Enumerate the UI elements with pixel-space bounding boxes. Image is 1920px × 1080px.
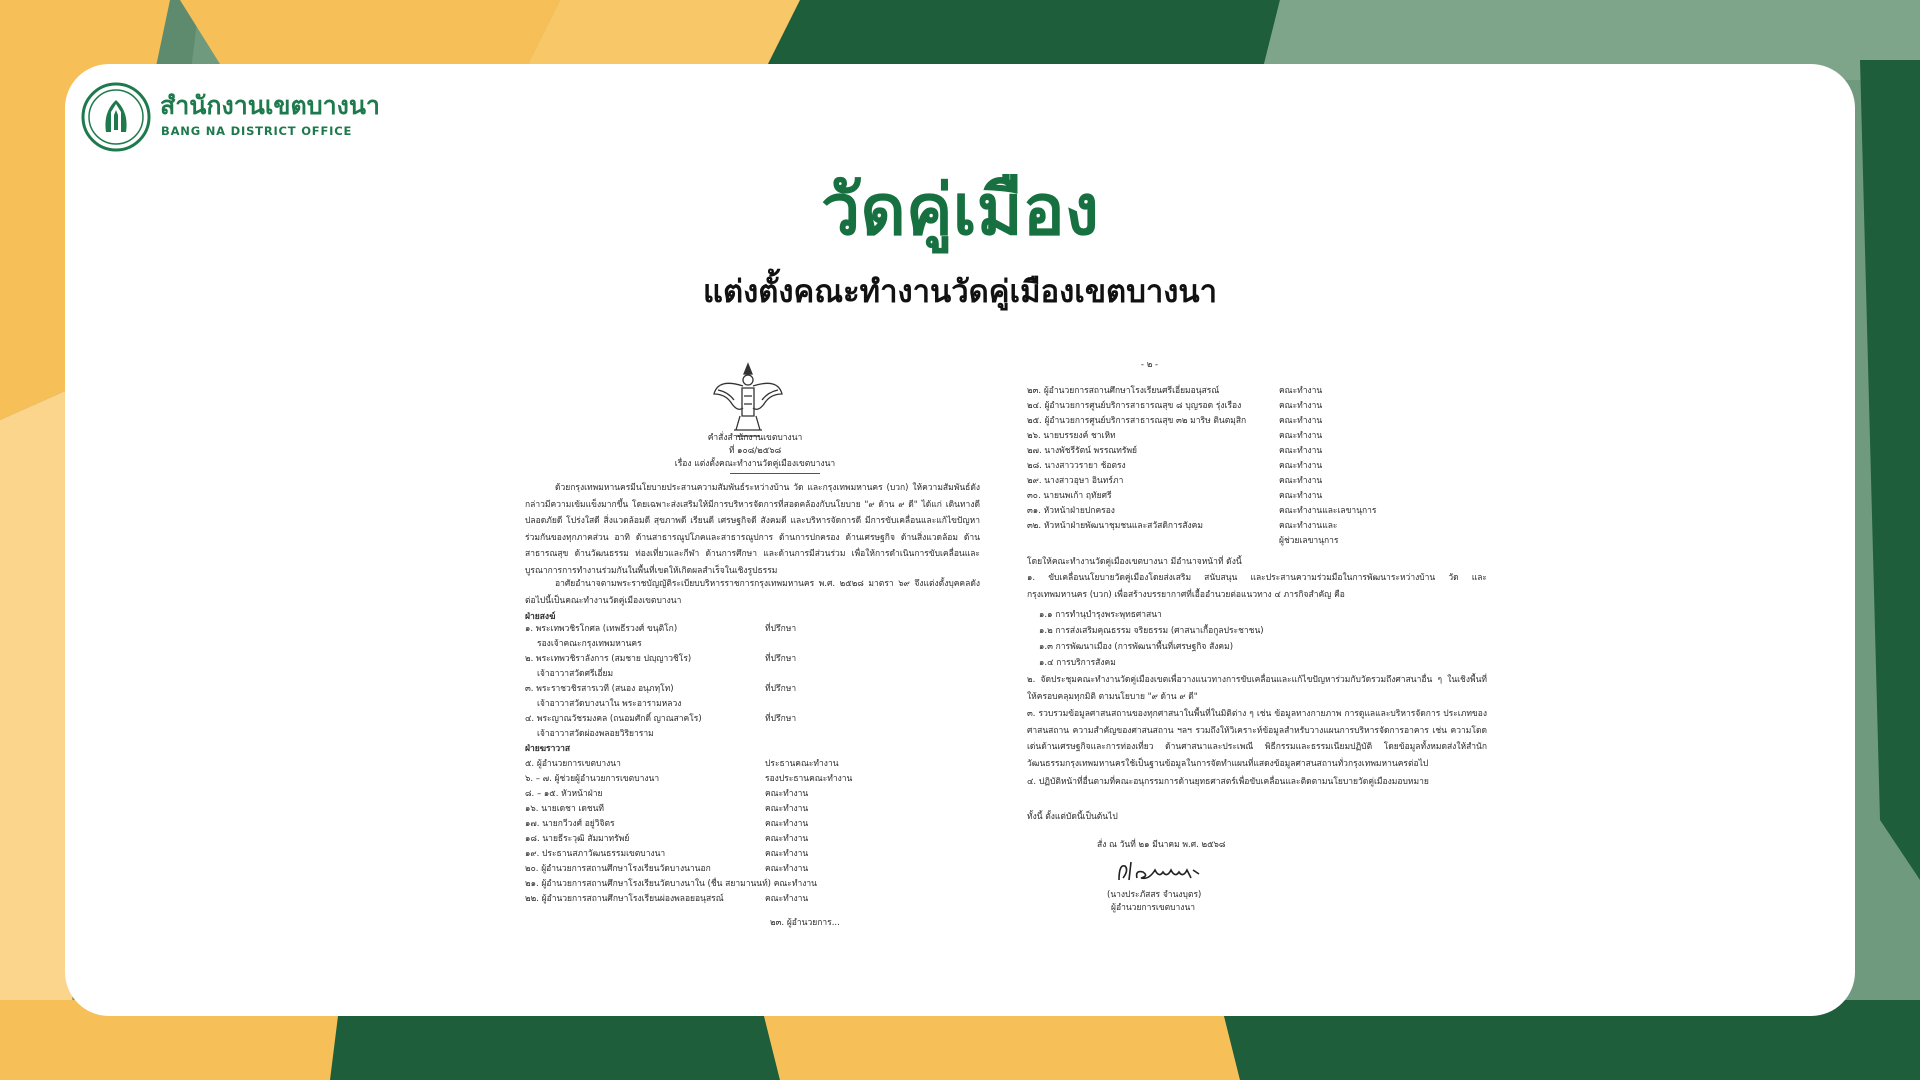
duty-4: ๔. ปฏิบัติหน้าที่อื่นตามที่คณะอนุกรรมการด้านยุทธศาสตร์เพื่อขับเคลื่อนและติดตามนโยบายวัดคู่เมืองมอบหมาย [1027,777,1429,787]
sangha-member-role: ที่ปรึกษา [765,714,797,724]
subduty: ๑.๒ การส่งเสริมคุณธรรม จริยธรรม (ศาสนาเกื้อกูลประชาชน) [1039,626,1264,636]
sangha-member-name: ๒. พระเทพวชิราลังการ (สมชาย ปญฺญาวชิโร) [525,654,692,664]
member-name: ๓๑. หัวหน้าฝ่ายปกครอง [1027,506,1115,516]
lay-member-role: คณะทำงาน [765,804,809,814]
lay-member-name: ๑๖. นายเดชา เดชนที [525,804,605,814]
lay-member-name: ๑๘. นายธีระวุฒิ สัมมาทรัพย์ [525,834,630,844]
lay-member-name: ๕. ผู้อำนวยการเขตบางนา [525,759,621,769]
sangha-member-name: ๔. พระญาณวัชรมงคล (ถนอมศักดิ์ ญาณสาคโร) [525,714,702,724]
lay-member-role: คณะทำงาน [765,849,809,859]
member-role: คณะทำงาน [1279,431,1323,441]
sangha-member-subtitle: เจ้าอาวาสวัดผ่องพลอยวิริยาราม [537,729,654,739]
content-card [65,64,1855,1016]
lay-member-name: ๑๙. ประธานสภาวัฒนธรรมเขตบางนา [525,849,666,859]
bang-na-district-emblem-icon [81,82,151,152]
sangha-member-name: ๓. พระราชวชิรสารเวที (สนอง อนุภทฺโท) [525,684,674,694]
member-role: คณะทำงาน [1279,491,1323,501]
org-name-thai: สำนักงานเขตบางนา [160,91,380,120]
member-role: คณะทำงาน [1279,461,1323,471]
lay-member-name: ๑๗. นายกวีวงศ์ อยู่วิจิตร [525,819,615,829]
section-lay: ฝ่ายฆราวาส [525,744,571,754]
page-number: - ๒ - [1140,360,1159,370]
lay-member-role: คณะทำงาน [765,789,809,799]
lay-member-role: คณะทำงาน [765,894,809,904]
sangha-member-role: ที่ปรึกษา [765,624,797,634]
member-name: ๒๗. นางพัชรีรัตน์ พรรณทรัพย์ [1027,446,1138,456]
lay-member-role: คณะทำงาน [765,819,809,829]
signatory-title: ผู้อำนวยการเขตบางนา [1111,903,1196,913]
handwritten-signature [1115,856,1205,888]
order-authority: อาศัยอำนาจตามพระราชบัญญัติระเบียบบริหารราชการกรุงเทพมหานคร พ.ศ. ๒๕๒๘ มาตรา ๖๙ จึงแต่งตั้งบุคคลดังต่อไปนี้เป็นคณะทำงานวัดคู่เมืองเขตบางนา [525,579,980,606]
duty-2: ๒. จัดประชุมคณะทำงานวัดคู่เมืองเขตเพื่อวางแนวทางการขับเคลื่อนและแก้ไขปัญหาร่วมกับวัดรวมถึงศาสนาอื่น ๆ ในเชิงพื้นที่ให้ครอบคลุมทุกมิติ ตามนโยบาย "๙ ด้าน ๙ ดี" [1027,675,1487,702]
lay-member-name: ๖. – ๗. ผู้ช่วยผู้อำนวยการเขตบางนา [525,774,660,784]
sangha-member-role: ที่ปรึกษา [765,654,797,664]
member-name: ๓๐. นายนพเก้า ฤทัยศรี [1027,491,1112,501]
order-intro: ด้วยกรุงเทพมหานครมีนโยบายประสานความสัมพันธ์ระหว่างบ้าน วัด และกรุงเทพมหานคร (บวก) ให้ความสัมพันธ์ดังกล่าวมีความเข้มแข็งมากขึ้น โดยเฉพาะส่งเสริมให้มีการบริหารจัดการที่สอดคล้องกับนโยบาย "๙ ด้าน ๙ ดี" ได้แก่ เดินทางดี ปลอดภัยดี โปร่งใสดี สิ่งแวดล้อมดี สุขภาพดี เรียนดี เศรษฐกิจดี สังคมดี และบริหารจัดการดี มีการขับเคลื่อนและแก้ไขปัญหาร่วมกันของทุกภาคส่วน อาทิ ด้านสาธารณูปโภคและสาธารณูปการ ด้านการปกครอง ด้านเศรษฐกิจ ด้านสิ่งแวดล้อม ด้านสาธารณสุข ด้านวัฒนธรรม ท่องเที่ยวและกีฬา ด้านการศึกษา และด้านการมีส่วนร่วม เพื่อให้การดำเนินการขับเคลื่อนและบูรณาการการทำงานร่วมกันในพื้นที่เขตให้เกิดผลสำเร็จในเชิงรูปธรรม [525,483,980,576]
subduty: ๑.๔ การบริการสังคม [1039,658,1116,668]
effective-note: ทั้งนี้ ตั้งแต่บัดนี้เป็นต้นไป [1027,812,1118,822]
lay-member-name: ๒๐. ผู้อำนวยการสถานศึกษาโรงเรียนวัดบางนานอก [525,864,711,874]
order-heading: คำสั่งสำนักงานเขตบางนา [707,433,803,443]
lay-member-role: คณะทำงาน [765,864,809,874]
member-name: ๒๕. ผู้อำนวยการศูนย์บริการสาธารณสุข ๓๒ มาริษ ตินตมุสิก [1027,416,1247,426]
member-role: คณะทำงานและเลขานุการ [1279,506,1377,516]
document-page-1 [525,360,985,1000]
order-number: ที่ ๑๐๘/๒๕๖๘ [728,446,782,456]
member-name: ๒๘. นางสาววรายา ช้อตรง [1027,461,1126,471]
member-name: ๒๖. นายบรรยงค์ ชาเหิท [1027,431,1116,441]
garuda-emblem-icon [710,360,786,442]
duty-3: ๓. รวบรวมข้อมูลศาสนสถานของทุกศาสนาในพื้นที่ในมิติต่าง ๆ เช่น ข้อมูลทางกายภาพ การดูแลและบริหารจัดการ ประเภทของศาสนสถาน ความสำคัญของศาสนสถาน ฯลฯ รวมถึงให้วิเคราะห์ข้อมูลสำหรับวางแผนการบริหารจัดการอาคาร เช่น ความโดดเด่นด้านเศรษฐกิจและการท่องเที่ยว ด้านศาสนาและประเพณี พิธีกรรมและธรรมเนียมปฏิบัติ โดยข้อมูลทั้งหมดส่งให้สำนักวัฒนธรรมกรุงเทพมหานครใช้เป็นฐานข้อมูลในการจัดทำแผนที่แสดงข้อมูลศาสนสถานทั่วกรุงเทพมหานครต่อไป [1027,709,1487,769]
subject-divider [730,473,820,474]
member-role: คณะทำงาน [1279,386,1323,396]
member-role-continued: ผู้ช่วยเลขานุการ [1279,536,1339,546]
page-subtitle: แต่งตั้งคณะทำงานวัดคู่เมืองเขตบางนา [702,274,1218,310]
member-role: คณะทำงาน [1279,416,1323,426]
member-role: คณะทำงานและ [1279,521,1338,531]
continued-note: ๒๓. ผู้อำนวยการ... [770,918,840,928]
lay-member-role: ประธานคณะทำงาน [765,759,839,769]
lay-member-role: คณะทำงาน [765,834,809,844]
order-date: สั่ง ณ วันที่ ๒๑ มีนาคม พ.ศ. ๒๕๖๘ [1097,840,1226,850]
member-name: ๓๒. หัวหน้าฝ่ายพัฒนาชุมชนและสวัสดิการสังคม [1027,521,1203,531]
duty-1: ๑. ขับเคลื่อนนโยบายวัดคู่เมืองโดยส่งเสริม สนับสนุน และประสานความร่วมมือในการพัฒนาระหว่างบ้าน วัด และกรุงเทพมหานคร (บวก) เพื่อสร้างบรรยากาศที่เอื้ออำนวยต่อแนวทาง ๔ ภารกิจสำคัญ คือ [1027,573,1487,600]
signatory-name: (นางประภัสสร จำนงบุตร) [1107,890,1202,900]
member-name: ๒๔. ผู้อำนวยการศูนย์บริการสาธารณสุข ๘ บุญรอด รุ่งเรือง [1027,401,1242,411]
member-name: ๒๓. ผู้อำนวยการสถานศึกษาโรงเรียนศรีเอี่ยมอนุสรณ์ [1027,386,1220,396]
subduty: ๑.๑ การทำนุบำรุงพระพุทธศาสนา [1039,610,1162,620]
page-title: วัดคู่เมือง [821,169,1099,251]
member-name: ๒๙. นางสาวอุษา อินทร์ภา [1027,476,1124,486]
lay-member-name: ๒๑. ผู้อำนวยการสถานศึกษาโรงเรียนวัดบางนาใน (ชื่น สยามานนท์) คณะทำงาน [525,879,817,889]
document-page-2 [1027,360,1492,1000]
subduty: ๑.๓ การพัฒนาเมือง (การพัฒนาพื้นที่เศรษฐกิจ สังคม) [1039,642,1234,652]
sangha-member-name: ๑. พระเทพวชิรโกศล (เทพธีรวงศ์ ขนฺติโก) [525,624,678,634]
sangha-member-subtitle: เจ้าอาวาสวัดบางนาใน พระอารามหลวง [537,699,682,709]
sangha-member-subtitle: รองเจ้าคณะกรุงเทพมหานคร [537,639,642,649]
duties-intro: โดยให้คณะทำงานวัดคู่เมืองเขตบางนา มีอำนาจหน้าที่ ดังนี้ [1027,557,1242,567]
member-role: คณะทำงาน [1279,401,1323,411]
lay-member-name: ๘. – ๑๕. หัวหน้าฝ่าย [525,789,603,799]
order-subject: เรื่อง แต่งตั้งคณะทำงานวัดคู่เมืองเขตบางนา [674,459,836,469]
sangha-member-role: ที่ปรึกษา [765,684,797,694]
member-role: คณะทำงาน [1279,446,1323,456]
lay-member-name: ๒๒. ผู้อำนวยการสถานศึกษาโรงเรียนผ่องพลอยอนุสรณ์ [525,894,724,904]
lay-member-role: รองประธานคณะทำงาน [765,774,853,784]
org-name-english: BANG NA DISTRICT OFFICE [161,124,353,138]
member-role: คณะทำงาน [1279,476,1323,486]
section-sangha: ฝ่ายสงฆ์ [525,612,556,622]
sangha-member-subtitle: เจ้าอาวาสวัดศรีเอี่ยม [537,669,614,679]
